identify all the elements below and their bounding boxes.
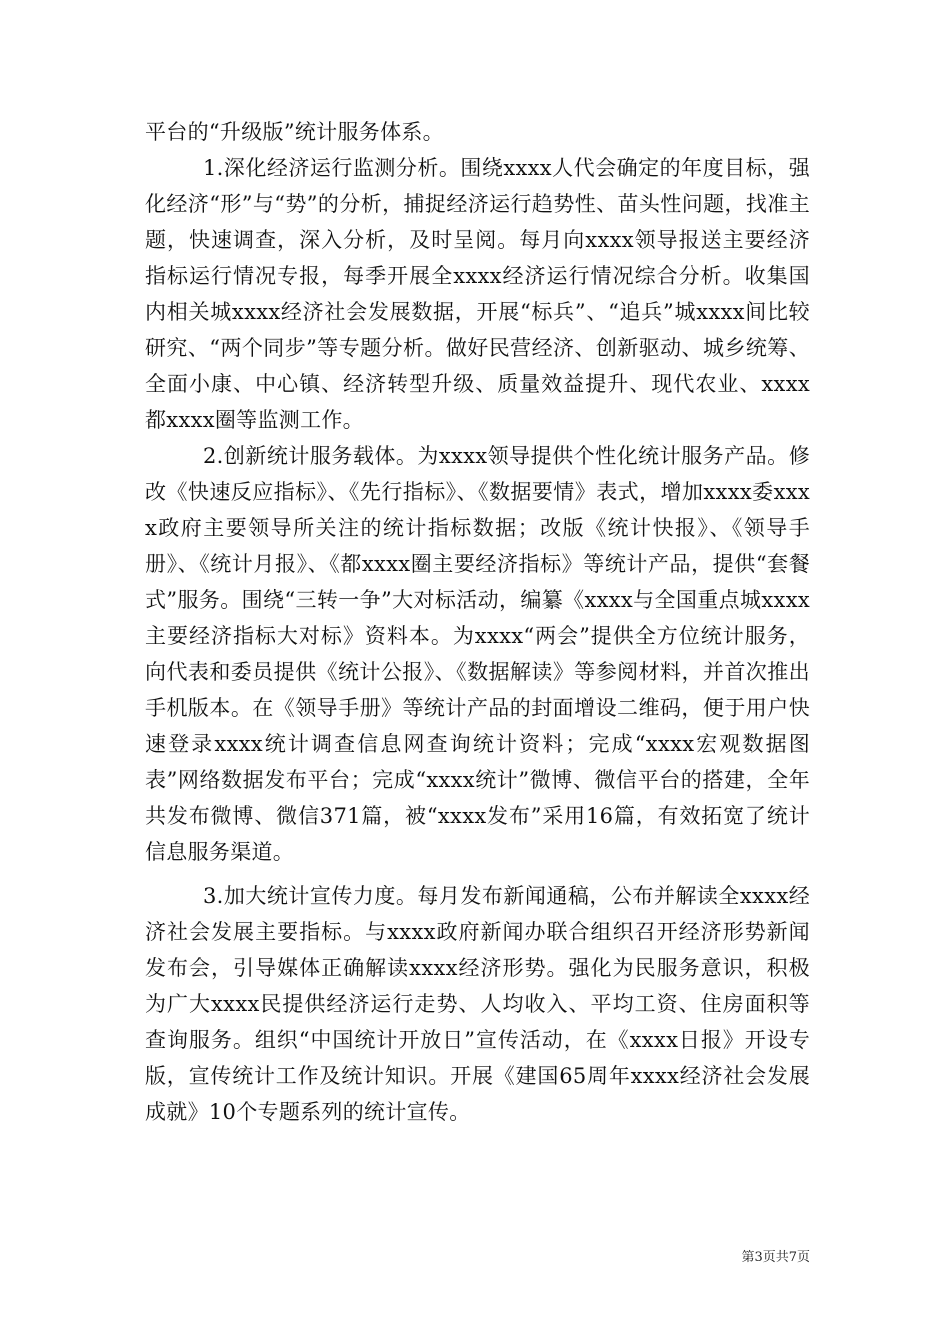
paragraph-continuation: 平台的“升级版”统计服务体系。 bbox=[145, 120, 444, 144]
page-number-footer: 第3页共7页 bbox=[741, 1250, 810, 1265]
document-body bbox=[145, 114, 810, 1130]
paragraph-publicity: 3.加大统计宣传力度。每月发布新闻通稿，公布并解读全xxxx经济社会发展主要指标。与xxxx政府新闻办联合组织召开经济形势新闻发布会，引导媒体正确解读xxxx经济形势。强化为民服务意识，积极为广大xxxx民提供经济运行走势、人均收入、平均工资、住房面积等查询服务。组织“中国统计开放日”宣传活动，在《xxxx日报》开设专版，宣传统计工作及统计知识。开展《建国65周年xxxx经济社会发展成就》10个专题系列的统计宣传。 bbox=[145, 884, 810, 1124]
paragraph-monitoring-analysis: 1.深化经济运行监测分析。围绕xxxx人代会确定的年度目标，强化经济“形”与“势”的分析，捕捉经济运行趋势性、苗头性问题，找准主题，快速调查，深入分析，及时呈阅。每月向xxxx领导报送主要经济指标运行情况专报，每季开展全xxxx经济运行情况综合分析。收集国内相关城xxxx经济社会发展数据，开展“标兵”、“追兵”城xxxx间比较研究、“两个同步”等专题分析。做好民营经济、创新驱动、城乡统筹、全面小康、中心镇、经济转型升级、质量效益提升、现代农业、xxxx都xxxx圈等监测工作。 bbox=[145, 156, 810, 432]
paragraph-service-carrier: 2.创新统计服务载体。为xxxx领导提供个性化统计服务产品。修改《快速反应指标》、《先行指标》、《数据要情》表式，增加xxxx委xxxx政府主要领导所关注的统计指标数据；改版《统计快报》、《领导手册》、《统计月报》、《都xxxx圈主要经济指标》等统计产品，提供“套餐式”服务。围绕“三转一争”大对标活动，编纂《xxxx与全国重点城xxxx主要经济指标大对标》资料本。为xxxx“两会”提供全方位统计服务，向代表和委员提供《统计公报》、《数据解读》等参阅材料，并首次推出手机版本。在《领导手册》等统计产品的封面增设二维码，便于用户快速登录xxxx统计调查信息网查询统计资料；完成“xxxx宏观数据图表”网络数据发布平台；完成“xxxx统计”微博、微信平台的搭建，全年共发布微博、微信371篇，被“xxxx发布”采用16篇，有效拓宽了统计信息服务渠道。 bbox=[145, 444, 810, 864]
